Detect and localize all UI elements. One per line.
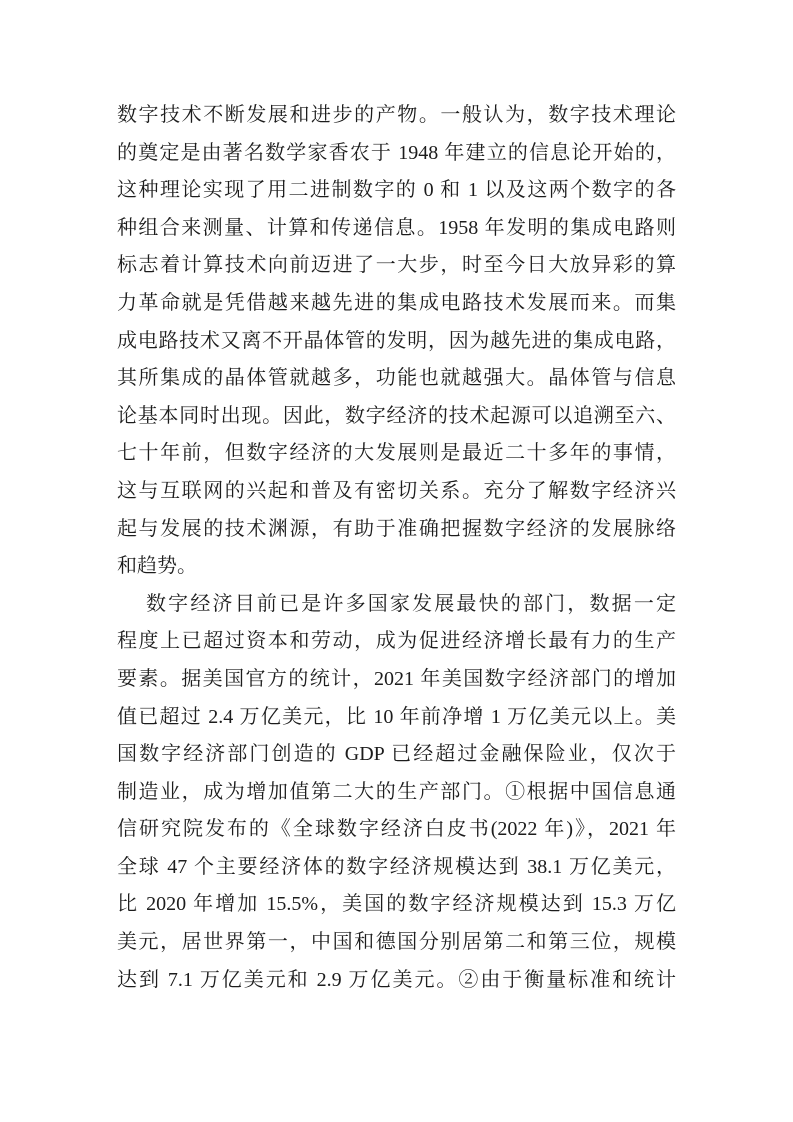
- text-line: 七十年前，但数字经济的大发展则是最近二十多年的事情，: [117, 442, 676, 465]
- text-line: 起与发展的技术渊源，有助于准确把握数字经济的发展脉络: [117, 517, 676, 540]
- text-line: 标志着计算技术向前迈进了一大步，时至今日大放异彩的算: [117, 254, 676, 277]
- text-line: 其所集成的晶体管就越多，功能也就越强大。晶体管与信息: [117, 367, 676, 390]
- text-line: 程度上已超过资本和劳动，成为促进经济增长最有力的生产: [117, 630, 676, 653]
- text-line: 值已超过 2.4 万亿美元，比 10 年前净增 1 万亿美元以上。美: [117, 705, 676, 728]
- text-line: 的奠定是由著名数学家香农于 1948 年建立的信息论开始的，: [117, 141, 676, 164]
- text-line: 力革命就是凭借越来越先进的集成电路技术发展而来。而集: [117, 291, 676, 314]
- text-line: 信研究院发布的《全球数字经济白皮书(2022 年)》，2021 年: [117, 818, 676, 841]
- text-line: 达到 7.1 万亿美元和 2.9 万亿美元。②由于衡量标准和统计: [117, 968, 676, 991]
- text-line: 数字经济目前已是许多国家发展最快的部门，数据一定: [146, 592, 676, 615]
- text-line: 和趋势。: [117, 555, 197, 578]
- text-line: 这与互联网的兴起和普及有密切关系。充分了解数字经济兴: [117, 479, 676, 502]
- text-line: 要素。据美国官方的统计，2021 年美国数字经济部门的增加: [117, 667, 676, 690]
- text-line: 数字技术不断发展和进步的产物。一般认为，数字技术理论: [117, 104, 676, 126]
- text-line: 全球 47 个主要经济体的数字经济规模达到 38.1 万亿美元，: [117, 855, 676, 878]
- text-line: 成电路技术又离不开晶体管的发明，因为越先进的集成电路，: [117, 329, 676, 352]
- text-line: 制造业，成为增加值第二大的生产部门。①根据中国信息通: [117, 780, 676, 803]
- text-line: 论基本同时出现。因此，数字经济的技术起源可以追溯至六、: [117, 404, 676, 427]
- text-line: 美元，居世界第一，中国和德国分别居第二和第三位，规模: [117, 931, 676, 954]
- page-text: [117, 97, 676, 999]
- paragraph: [117, 97, 676, 586]
- paragraph: [117, 586, 676, 1000]
- text-line: 国数字经济部门创造的 GDP 已经超过金融保险业，仅次于: [117, 743, 676, 766]
- text-line: 比 2020 年增加 15.5%，美国的数字经济规模达到 15.3 万亿: [117, 893, 676, 916]
- text-line: 这种理论实现了用二进制数字的 0 和 1 以及这两个数字的各: [117, 179, 676, 202]
- text-line: 种组合来测量、计算和传递信息。1958 年发明的集成电路则: [117, 216, 676, 239]
